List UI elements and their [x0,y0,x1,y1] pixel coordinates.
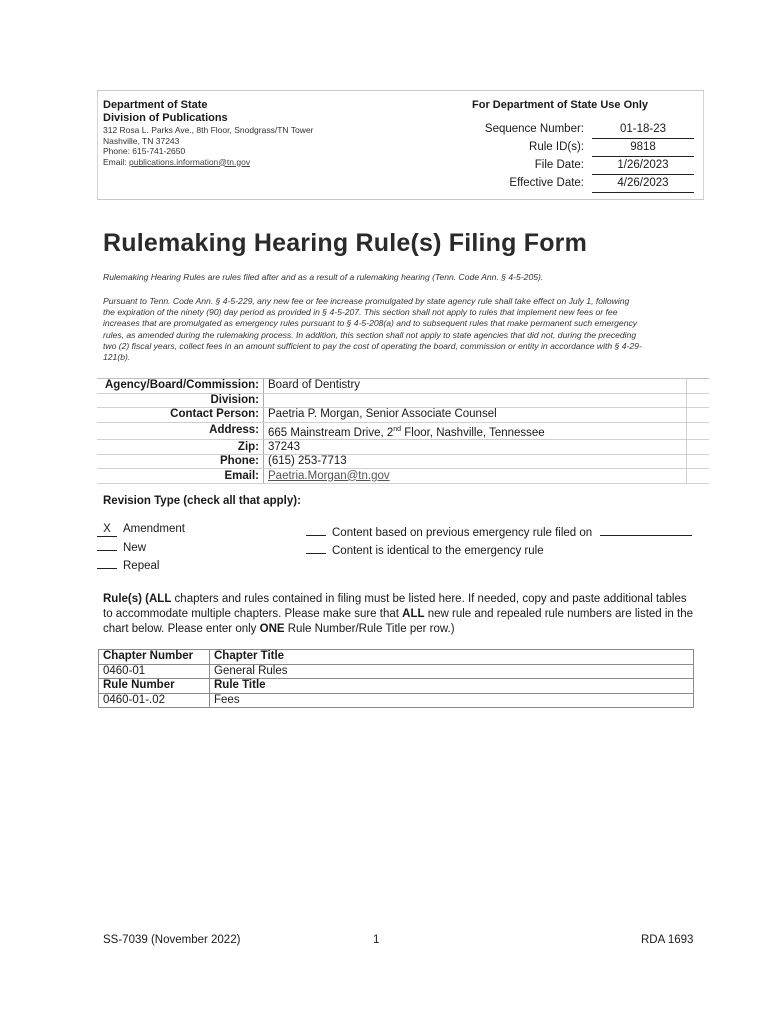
table-row [99,664,694,679]
contact-person-value: Paetria P. Morgan, Senior Associate Counsel [264,408,687,423]
rules-text: ALL [149,593,172,605]
department-block [103,99,403,167]
pursuant-line: 121(b). [103,352,131,363]
state-use-heading: For Department of State Use Only [472,99,649,111]
table-row [97,469,709,484]
dept-email [103,157,403,168]
email-label: Email: [97,469,264,484]
footer-page-number: 1 [373,934,380,946]
rules-text: ALL [402,608,425,620]
revision-emergency-identical[interactable] [306,540,692,558]
emergency-based-label: Content based on previous emergency rule filed on [332,527,593,539]
rule-id-label: Rule ID(s): [529,141,584,153]
file-date-row [474,159,694,175]
file-date-label: File Date: [534,159,584,171]
address-value [264,422,687,440]
emergency-identical-mark[interactable] [306,540,326,554]
dept-phone: Phone: 615-741-2650 [103,146,186,156]
effective-date-value: 4/26/2023 [592,177,694,193]
rules-instructions [103,592,693,637]
agency-value: Board of Dentistry [264,379,687,394]
address-label: Address: [97,422,264,440]
rules-text: new rule and repealed rule numbers are listed in the chart below. Please enter only [103,608,694,635]
table-row [97,379,709,394]
rule-number-cell: 0460-01-.02 [99,693,210,708]
pursuant-line: the expiration of the ninety (90) day period as provided in § 4-5-207. This section shall not apply to rules that implement new fees or fee [103,307,618,318]
emergency-based-mark[interactable] [306,522,326,536]
amendment-label: Amendment [123,523,186,535]
pursuant-line: two (2) fiscal years, collect fees in an amount sufficient to pay the cost of operating the board, commission or entity in accordance with § 4-29- [103,340,642,351]
division-name: Division of Publications [103,112,228,124]
sequence-number-row [474,123,694,139]
contact-person-label: Contact Person: [97,408,264,423]
zip-value: 37243 [264,440,687,455]
pursuant-line: Pursuant to Tenn. Code Ann. § 4-5-229, any new fee or fee increase promulgated by state agency rule shall take effect on July 1, following [103,296,630,306]
form-subtitle: Rulemaking Hearing Rules are rules filed after and as a result of a rulemaking hearing (Tenn. Code Ann. § 4-5-205). [103,272,544,282]
file-date-value: 1/26/2023 [592,159,694,175]
pursuant-paragraph [103,296,703,363]
effective-date-label: Effective Date: [509,177,584,189]
sequence-number-value: 01-18-23 [592,123,694,139]
table-row [97,454,709,469]
table-row [99,650,694,665]
revision-new[interactable] [97,537,185,555]
chapter-title-header: Chapter Title [210,650,694,665]
effective-date-row [474,177,694,193]
agency-label: Agency/Board/Commission: [97,379,264,394]
address-text: 665 Mainstream Drive, 2 [268,426,394,439]
zip-label: Zip: [97,440,264,455]
table-row [97,422,709,440]
rule-id-row [474,141,694,157]
agency-table [97,378,709,484]
email-value [264,469,687,484]
rule-title-cell: Fees [210,693,694,708]
amendment-mark[interactable]: X [97,523,117,537]
phone-value: (615) 253-7713 [264,454,687,469]
revision-emergency-based[interactable] [306,522,692,540]
rule-title-header: Rule Title [210,679,694,694]
chapter-number-cell: 0460-01 [99,664,210,679]
table-row [97,440,709,455]
pursuant-line: rules, as amended during the rulemaking process. In addition, this section shall not apply to state agencies that did not, during the preceding [103,329,637,340]
rule-id-value: 9818 [592,141,694,157]
revision-repeal[interactable] [97,555,185,573]
dept-email-label: Email: [103,156,129,167]
repeal-mark[interactable] [97,555,117,569]
table-row [97,393,709,408]
rules-text: Rule(s) ( [103,593,149,605]
footer-form-id: SS-7039 (November 2022) [103,934,241,946]
rules-text: chapters and rules contained in filing must be listed here. If needed, copy and paste additional tables to accommodate multiple chapters. Please make sure that [103,593,687,620]
chapter-title-cell: General Rules [210,664,694,679]
dept-address: 312 Rosa L. Parks Ave., 8th Floor, Snodgrass/TN Tower [103,125,314,135]
address-sup: nd [393,425,402,433]
division-label: Division: [97,393,264,408]
table-row [99,679,694,694]
page-title: Rulemaking Hearing Rule(s) Filing Form [103,229,588,257]
dept-email-link[interactable]: publications.information@tn.gov [128,156,251,167]
revision-heading: Revision Type (check all that apply): [103,495,301,507]
sequence-number-label: Sequence Number: [484,123,584,135]
pursuant-line: increases that are promulgated as emergency rules pursuant to § 4-5-208(a) and to subsequent rules that make permanent such emergency [103,318,638,329]
table-row [99,693,694,708]
rules-table [98,649,694,708]
chapter-number-header: Chapter Number [99,650,210,665]
table-row [97,408,709,423]
rule-number-header: Rule Number [99,679,210,694]
address-text-end: Floor, Nashville, Tennessee [401,426,545,439]
revision-right-group [306,522,692,558]
rules-text: Rule Number/Rule Title per row.) [284,623,455,635]
emergency-date-field[interactable] [600,523,692,536]
email-link[interactable]: Paetria.Morgan@tn.gov [268,469,390,482]
revision-amendment[interactable] [97,522,185,537]
dept-name: Department of State [103,99,208,111]
revision-left-group [97,522,185,573]
emergency-identical-label: Content is identical to the emergency rule [332,545,544,557]
new-mark[interactable] [97,537,117,551]
rules-text: ONE [259,623,285,635]
division-value [264,393,687,408]
repeal-label: Repeal [123,560,160,572]
phone-label: Phone: [97,454,264,469]
new-label: New [123,542,147,554]
dept-city: Nashville, TN 37243 [103,135,180,146]
footer-rda: RDA 1693 [641,934,694,946]
